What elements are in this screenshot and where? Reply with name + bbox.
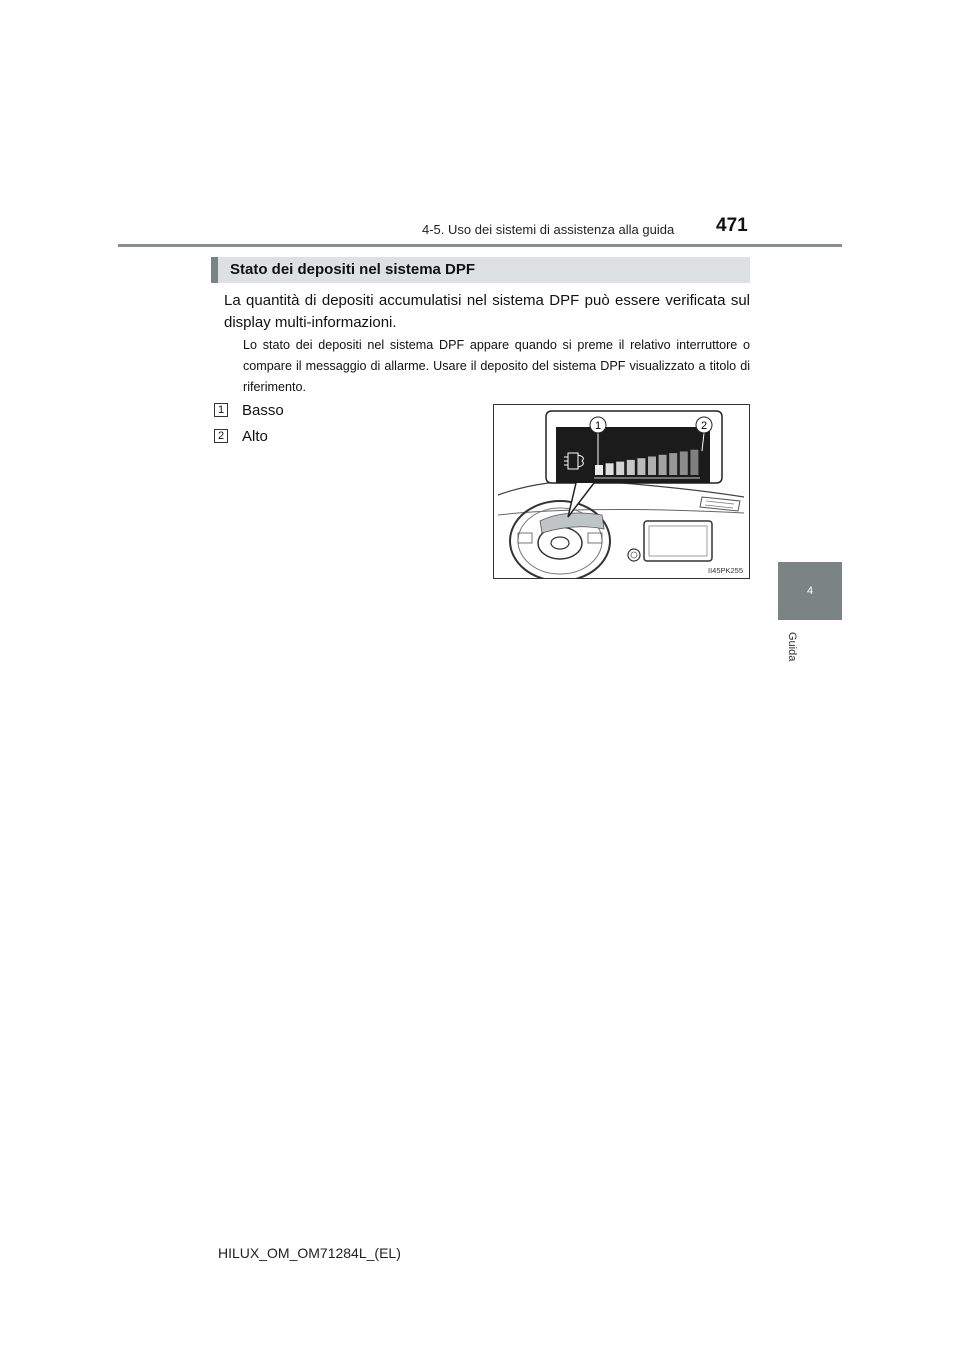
legend-number-badge: 2: [214, 429, 228, 443]
section-heading: [211, 257, 750, 283]
gauge-bar: [637, 458, 645, 475]
gauge-bar: [627, 460, 635, 475]
callout-number-2: 2: [700, 420, 708, 432]
legend-item-low: [214, 400, 284, 420]
legend-label: Alto: [242, 427, 268, 445]
legend-label: Basso: [242, 401, 284, 419]
chapter-tab: [778, 562, 842, 620]
center-display: [644, 521, 712, 561]
gauge-bar: [669, 453, 677, 475]
gauge-bar: [606, 463, 614, 475]
gauge-bar: [648, 457, 656, 476]
chapter-label: Guida: [786, 632, 798, 662]
ignition-button: [628, 549, 640, 561]
section-reference: 4-5. Uso dei sistemi di assistenza alla guida: [422, 222, 675, 237]
legend-number-badge: 1: [214, 403, 228, 417]
gauge-bar: [659, 455, 667, 475]
dashboard-drawing: [494, 405, 749, 578]
section-title: Stato dei depositi nel sistema DPF: [230, 261, 476, 278]
legend-item-high: [214, 426, 268, 446]
page-number: 471: [716, 215, 748, 236]
header-rule: [118, 244, 842, 247]
gauge-bar: [690, 450, 698, 475]
chapter-number: 4: [806, 585, 814, 597]
callout-number-1: 1: [594, 420, 602, 432]
intro-paragraph: La quantità di depositi accumulatisi nel sistema DPF può essere verificata sul display multi-informazioni.: [224, 292, 750, 331]
gauge-bar: [595, 465, 603, 475]
gauge-bar: [616, 462, 624, 475]
gauge-bar: [680, 451, 688, 475]
document-id: HILUX_OM_OM71284L_(EL): [218, 1245, 401, 1261]
figure-code: II45PK255: [708, 566, 744, 575]
note-paragraph: Lo stato dei depositi nel sistema DPF appare quando si preme il relativo interruttore o compare il messaggio di allarme. Usare il deposito del sistema DPF visualizzato a titolo di riferimento.: [243, 338, 750, 394]
dashboard-illustration: [493, 404, 750, 579]
